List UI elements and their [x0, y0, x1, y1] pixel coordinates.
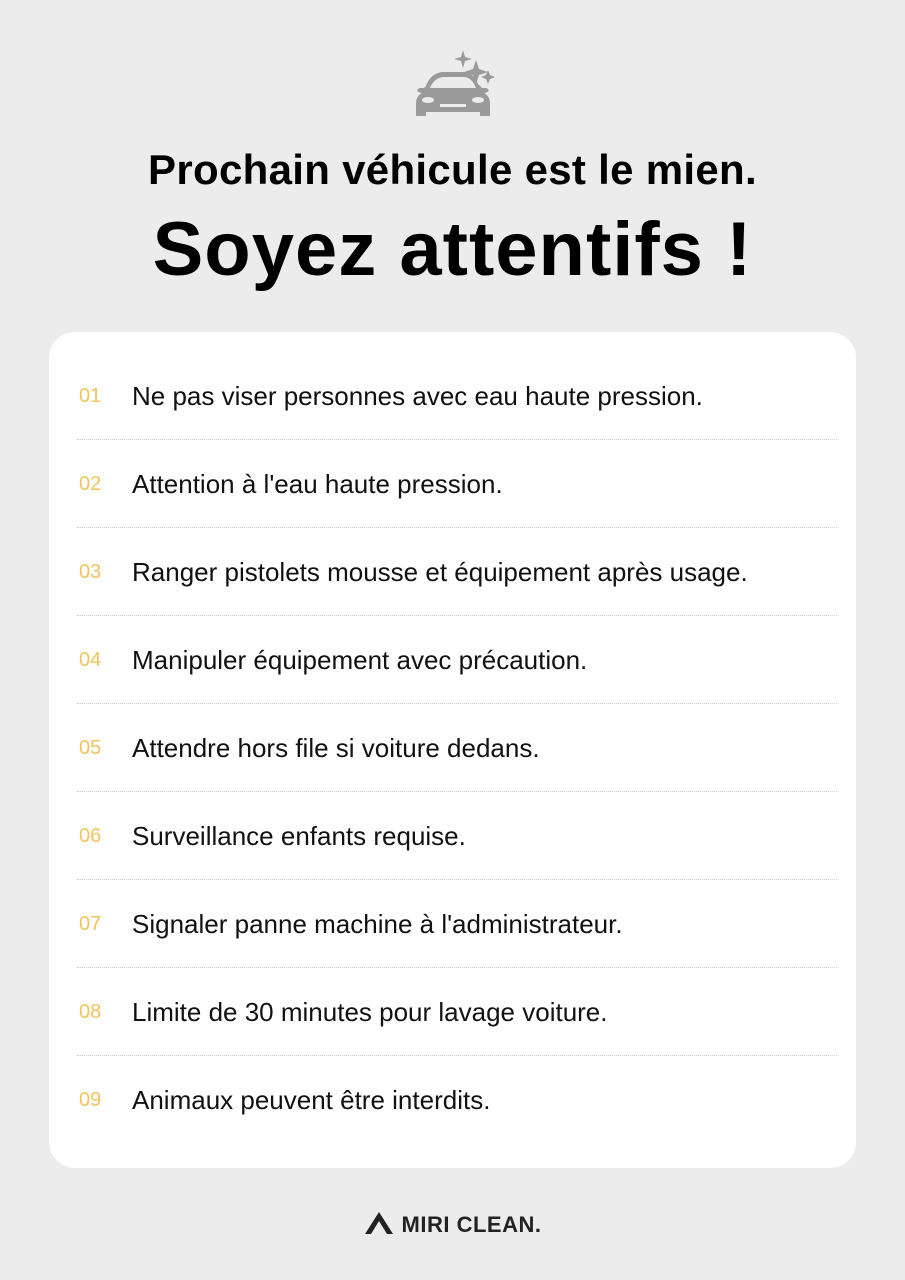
rule-number: 08: [79, 1000, 102, 1023]
rule-item: [77, 1056, 837, 1144]
rule-number: 09: [79, 1088, 102, 1111]
rule-number: 02: [79, 472, 102, 495]
rules-card: [49, 332, 856, 1168]
rule-text: Ranger pistolets mousse et équipement après usage.: [132, 556, 748, 587]
car-sparkle-icon: [408, 48, 498, 122]
rule-number: 01: [79, 384, 102, 407]
rule-number: 04: [79, 648, 102, 671]
rule-text: Ne pas viser personnes avec eau haute pression.: [132, 380, 703, 411]
triangle-logo-icon: [364, 1211, 394, 1240]
rule-item: [77, 440, 837, 528]
rule-item: [77, 528, 837, 616]
rule-number: 07: [79, 912, 102, 935]
rule-item: [77, 968, 837, 1056]
rule-text: Attention à l'eau haute pression.: [132, 468, 503, 499]
rule-number: 06: [79, 824, 102, 847]
rule-item: [77, 704, 837, 792]
rule-text: Limite de 30 minutes pour lavage voiture.: [132, 996, 608, 1027]
rule-text: Manipuler équipement avec précaution.: [132, 644, 588, 675]
rule-number: 03: [79, 560, 102, 583]
rule-text: Surveillance enfants requise.: [132, 820, 466, 851]
rule-item: [77, 880, 837, 968]
rule-text: Attendre hors file si voiture dedans.: [132, 732, 540, 763]
rule-item: [77, 792, 837, 880]
rule-item: [77, 616, 837, 704]
footer-brand: [0, 1208, 905, 1242]
rule-number: 05: [79, 736, 102, 759]
main-title: Soyez attentifs !: [152, 207, 753, 292]
rule-item: [77, 352, 837, 440]
brand-name: MIRI CLEAN.: [401, 1212, 542, 1237]
rule-text: Animaux peuvent être interdits.: [132, 1084, 491, 1115]
headline: Prochain véhicule est le mien.: [148, 146, 757, 193]
rule-text: Signaler panne machine à l'administrateur.: [132, 908, 623, 939]
